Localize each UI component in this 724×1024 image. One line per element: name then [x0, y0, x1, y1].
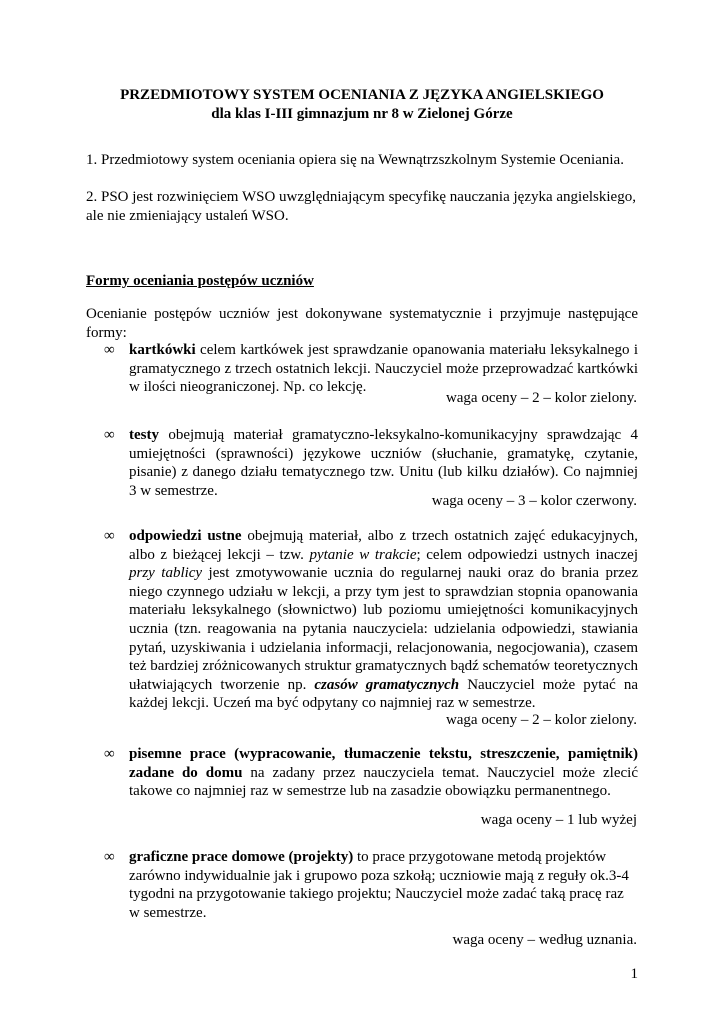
- intro-paragraph-1: 1. Przedmiotowy system oceniania opiera się na Wewnątrzszkolnym Systemie Oceniania.: [86, 152, 624, 168]
- list-item-text: [129, 745, 638, 801]
- section-heading: Formy oceniania postępów uczniów: [86, 273, 314, 289]
- document-title: PRZEDMIOTOWY SYSTEM OCENIANIA Z JĘZYKA ANGIELSKIEGO: [120, 87, 604, 103]
- intro-paragraph-2: 2. PSO jest rozwinięciem WSO uwzględniającym specyfikę nauczania języka angielskiego, ale nie zmieniający ustaleń WSO.: [86, 189, 636, 224]
- list-item-text: [129, 848, 638, 922]
- bullet-icon: ∞: [104, 746, 115, 762]
- list-item-bold-italic: czasów gramatycznych: [314, 676, 460, 693]
- weight-label: waga oceny – według uznania.: [452, 932, 637, 948]
- list-item-text: [129, 426, 638, 500]
- section-lead: Ocenianie postępów uczniów jest dokonywane systematycznie i przyjmuje następujące formy:: [86, 306, 638, 341]
- bullet-icon: ∞: [104, 849, 115, 865]
- list-item-body: celem kartkówek jest sprawdzanie opanowania materiału leksykalnego i gramatycznego z trzech ostatnich lekcji. Nauczyciel może przeprowadzać kartkówki w ilości nieograniczonej. Np. co lekcję.: [129, 342, 638, 396]
- list-item-title: testy: [129, 427, 159, 443]
- list-item-body: na zadany przez nauczyciela temat. Nauczyciel może zlecić takowe co najmniej raz w semestrze lub na zasadzie obowiązku permanentnego.: [129, 764, 638, 800]
- bullet-icon: ∞: [104, 427, 115, 443]
- weight-label: waga oceny – 1 lub wyżej: [480, 812, 637, 828]
- list-item-body: to prace przygotowane metodą projektów zarówno indywidualnie jak i grupowo poza szkołą; uczniowie mają z reguły ok.3-4 tygodni na przygotowanie takiego projektu; Nauczyciel może zadać taką pracę raz w semestrze.: [129, 849, 629, 921]
- list-item-title: kartkówki: [129, 342, 196, 358]
- list-item-body: obejmują materiał, albo z trzech ostatnich zajęć edukacyjnych, albo z bieżącej lekcji – tzw.: [129, 528, 639, 563]
- list-item-italic: pytanie w trakcie: [309, 546, 417, 563]
- list-item-title: odpowiedzi ustne: [129, 528, 242, 544]
- list-item-title: pisemne prace (wypracowanie, tłumaczenie tekstu, streszczenie, pamiętnik) zadane do domu: [129, 746, 638, 781]
- list-item-body: ; celem odpowiedzi ustnych inaczej: [416, 546, 638, 563]
- document-subtitle: dla klas I-III gimnazjum nr 8 w Zielonej Górze: [211, 106, 513, 122]
- weight-label: waga oceny – 2 – kolor zielony.: [445, 712, 637, 728]
- list-item-title: graficzne prace domowe (projekty): [129, 849, 354, 865]
- weight-label: waga oceny – 3 – kolor czerwony.: [431, 493, 637, 509]
- weight-label: waga oceny – 2 – kolor zielony.: [445, 390, 637, 406]
- bullet-icon: ∞: [104, 528, 115, 544]
- list-item-italic: przy tablicy: [129, 565, 203, 582]
- page-number: 1: [630, 966, 638, 982]
- list-item-body: jest zmotywowanie ucznia do regularnej nauki oraz do brania przez niego czynnego udziału w lekcji, a przy tym jest to sprawdzian stopnia opanowania materiału leksykalnego (słownictwo) lub poziomu umiejętności komunikacyjnych ucznia (tzn. reagowania na pytania nauczyciela: udzielania odpowiedzi, stawiania pytań, uzyskiwania i udzielania informacji, relacjonowania, negocjowania), czasem też bardziej zróżnicowanych struktur gramatycznych bądź schematów teoretycznych ułatwiających tworzenie np.: [129, 565, 638, 693]
- list-item-body: obejmują materiał gramatyczno-leksykalno-komunikacyjny sprawdzając 4 umiejętności (sprawności) językowe uczniów (słuchanie, gramatykę, czytanie, pisanie) z danego działu tematycznego tzw. Unitu (lub kilku działów). Co najmniej 3 w semestrze.: [129, 427, 638, 499]
- bullet-icon: ∞: [104, 342, 115, 358]
- list-item-text: [129, 527, 638, 713]
- list-item-body: Nauczyciel może pytać na każdej lekcji. Uczeń ma być odpytany co najmniej raz w semestrze.: [129, 676, 638, 712]
